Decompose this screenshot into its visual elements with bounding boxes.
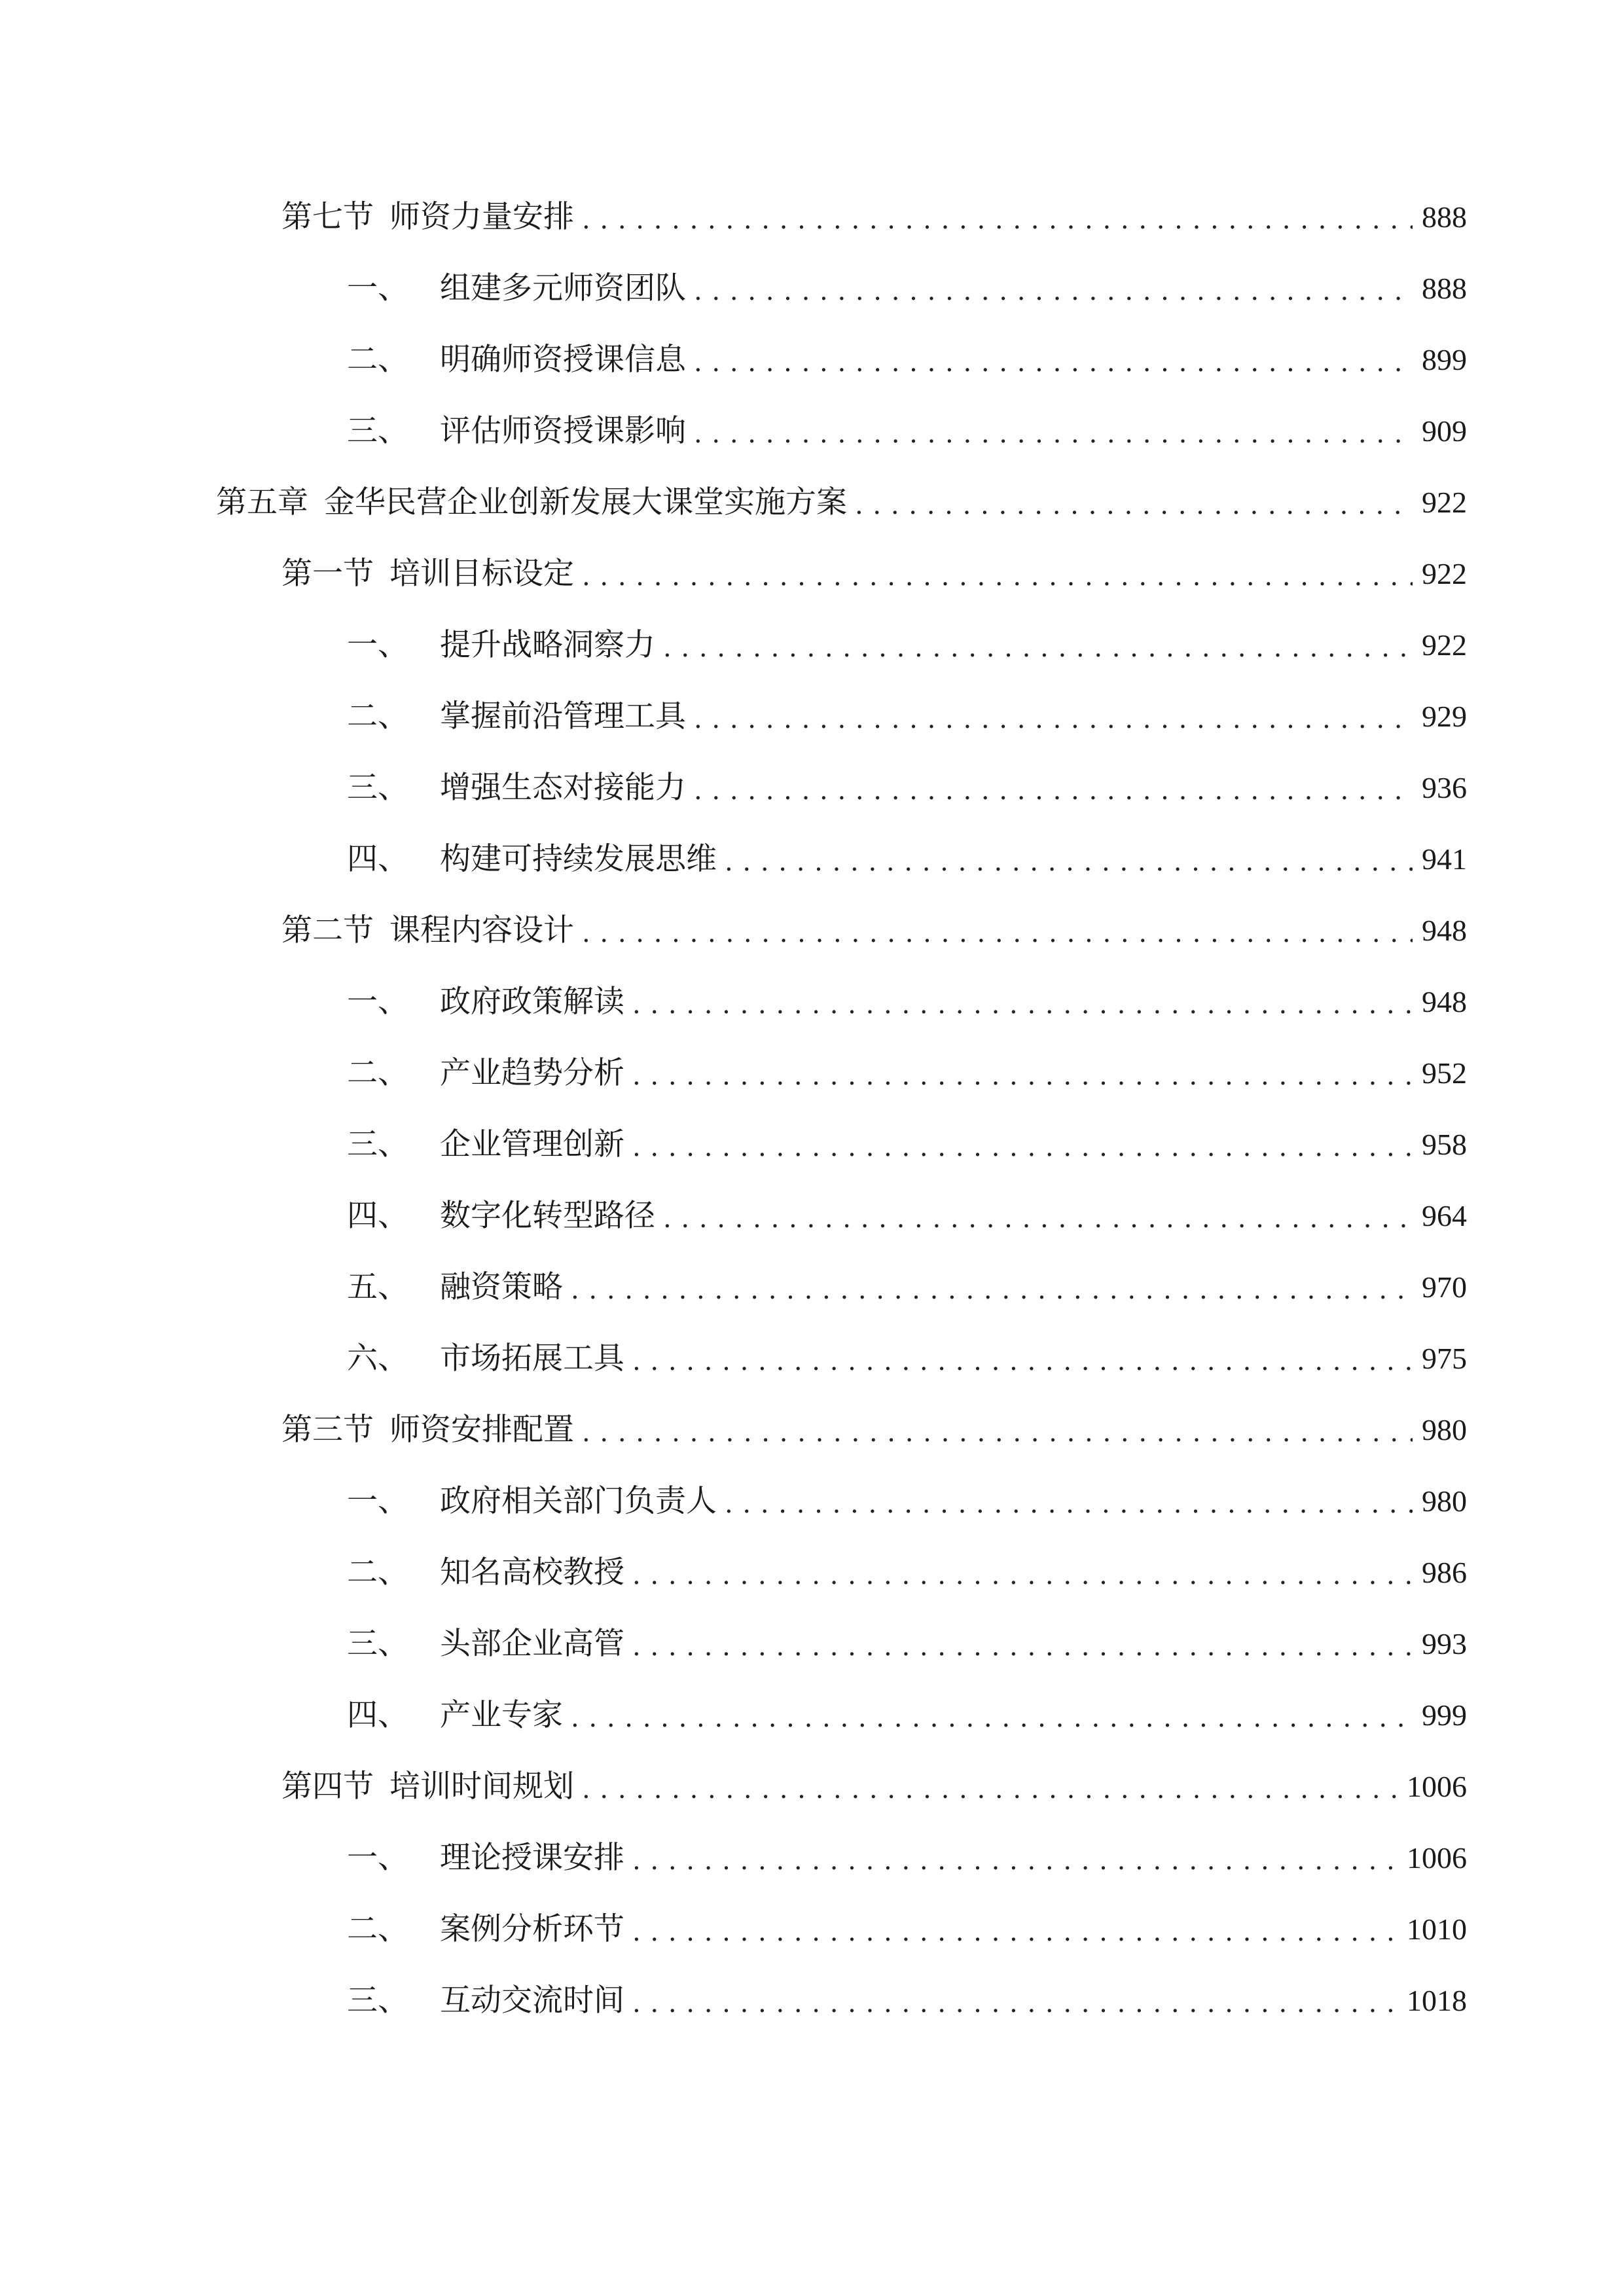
toc-page-number: 941 [1422, 842, 1467, 876]
toc-entry-item[interactable] [347, 1115, 1467, 1174]
dot-leader [632, 1329, 1413, 1388]
toc-entry-item[interactable] [347, 1829, 1467, 1888]
toc-page-number: 964 [1422, 1199, 1467, 1232]
dot-leader [582, 1401, 1413, 1460]
toc-page-number: 993 [1422, 1627, 1467, 1660]
toc-page-number: 952 [1422, 1056, 1467, 1090]
dot-leader [571, 1686, 1413, 1745]
toc-page-number: 936 [1422, 771, 1467, 804]
toc-page-number: 922 [1422, 557, 1467, 590]
toc-entry-number: 三、 [347, 1982, 408, 2018]
toc-entry-number: 四、 [347, 1697, 408, 1733]
dot-leader [632, 1543, 1413, 1602]
toc-entry-item[interactable] [347, 1971, 1467, 2030]
toc-entry-chapter[interactable] [216, 473, 1467, 532]
dot-leader [725, 1472, 1413, 1531]
toc-entry-title: 企业管理创新 [440, 1126, 624, 1162]
toc-entry-number: 二、 [347, 698, 408, 734]
dot-leader [632, 1971, 1398, 2030]
toc-entry-number: 二、 [347, 342, 408, 378]
toc-entry-title: 明确师资授课信息 [440, 342, 686, 378]
dot-leader [694, 259, 1413, 318]
toc-page-number: 888 [1422, 200, 1467, 234]
toc-entry-number: 一、 [347, 1840, 408, 1876]
toc-entry-number: 第三节 [281, 1412, 374, 1448]
toc-entry-number: 一、 [347, 984, 408, 1020]
toc-entry-number: 第一节 [281, 556, 374, 592]
dot-leader [694, 402, 1413, 461]
dot-leader [582, 901, 1413, 960]
toc-entry-title: 融资策略 [440, 1269, 563, 1305]
toc-entry-section[interactable] [281, 1757, 1467, 1816]
toc-entry-item[interactable] [347, 687, 1467, 746]
toc-entry-section[interactable] [281, 545, 1467, 603]
toc-entry-item[interactable] [347, 1187, 1467, 1246]
toc-page-number: 980 [1422, 1413, 1467, 1446]
toc-entry-item[interactable] [347, 1258, 1467, 1317]
toc-page-number: 948 [1422, 985, 1467, 1018]
toc-entry-title: 师资力量安排 [389, 199, 574, 235]
dot-leader [582, 1757, 1398, 1816]
dot-leader [632, 1615, 1413, 1674]
dot-leader [632, 1115, 1413, 1174]
toc-page-number: 909 [1422, 414, 1467, 448]
toc-entry-item[interactable] [347, 402, 1467, 461]
toc-entry-section[interactable] [281, 1401, 1467, 1460]
dot-leader [582, 545, 1413, 603]
dot-leader [632, 973, 1413, 1031]
toc-entry-title: 案例分析环节 [440, 1911, 624, 1947]
toc-entry-item[interactable] [347, 331, 1467, 389]
toc-entry-title: 培训目标设定 [389, 556, 574, 592]
toc-entry-section[interactable] [281, 188, 1467, 247]
toc-page-number: 999 [1422, 1698, 1467, 1732]
toc-entry-number: 三、 [347, 770, 408, 806]
dot-leader [632, 1829, 1398, 1888]
toc-entry-item[interactable] [347, 759, 1467, 817]
toc-entry-title: 培训时间规划 [389, 1768, 574, 1804]
toc-entry-title: 政府政策解读 [440, 984, 624, 1020]
toc-entry-number: 第二节 [281, 912, 374, 948]
toc-page-number: 1006 [1407, 1841, 1467, 1874]
toc-entry-title: 组建多元师资团队 [440, 270, 686, 306]
toc-entry-number: 二、 [347, 1911, 408, 1947]
toc-entry-item[interactable] [347, 1044, 1467, 1103]
toc-entry-number: 第五章 [216, 484, 308, 520]
toc-entry-item[interactable] [347, 1472, 1467, 1531]
toc-entry-number: 一、 [347, 270, 408, 306]
toc-entry-item[interactable] [347, 1543, 1467, 1602]
toc-entry-number: 三、 [347, 1126, 408, 1162]
toc-entry-title: 市场拓展工具 [440, 1340, 624, 1376]
toc-entry-item[interactable] [347, 1900, 1467, 1959]
dot-leader [694, 759, 1413, 817]
toc-entry-title: 政府相关部门负责人 [440, 1483, 717, 1519]
dot-leader [571, 1258, 1413, 1317]
toc-page-number: 1018 [1407, 1984, 1467, 2017]
toc-entry-item[interactable] [347, 973, 1467, 1031]
toc-entry-number: 第七节 [281, 199, 374, 235]
toc-page-number: 929 [1422, 700, 1467, 733]
toc-entry-title: 产业趋势分析 [440, 1055, 624, 1091]
toc-entry-title: 理论授课安排 [440, 1840, 624, 1876]
toc-entry-title: 课程内容设计 [389, 912, 574, 948]
dot-leader [632, 1044, 1413, 1103]
toc-page-number: 970 [1422, 1270, 1467, 1304]
toc-page-number: 1006 [1407, 1770, 1467, 1803]
toc-entry-number: 一、 [347, 1483, 408, 1519]
toc-entry-item[interactable] [347, 259, 1467, 318]
toc-entry-title: 知名高校教授 [440, 1554, 624, 1590]
toc-entry-number: 四、 [347, 841, 408, 877]
toc-entry-item[interactable] [347, 1615, 1467, 1674]
toc-entry-title: 数字化转型路径 [440, 1198, 655, 1234]
toc-entry-title: 掌握前沿管理工具 [440, 698, 686, 734]
toc-entry-title: 师资安排配置 [389, 1412, 574, 1448]
toc-entry-section[interactable] [281, 901, 1467, 960]
toc-entry-item[interactable] [347, 616, 1467, 675]
toc-entry-title: 金华民营企业创新发展大课堂实施方案 [324, 484, 847, 520]
toc-page-number: 1010 [1407, 1912, 1467, 1946]
toc-page-number: 922 [1422, 628, 1467, 662]
toc-entry-number: 四、 [347, 1198, 408, 1234]
toc-entry-number: 五、 [347, 1269, 408, 1305]
toc-entry-number: 二、 [347, 1055, 408, 1091]
toc-entry-title: 产业专家 [440, 1697, 563, 1733]
toc-page-number: 958 [1422, 1128, 1467, 1161]
toc-entry-number: 三、 [347, 1626, 408, 1662]
toc-page-number: 888 [1422, 272, 1467, 305]
dot-leader [582, 188, 1413, 247]
toc-page-number: 980 [1422, 1484, 1467, 1518]
toc-entry-number: 三、 [347, 413, 408, 449]
toc-entry-item[interactable] [347, 830, 1467, 889]
toc-entry-title: 提升战略洞察力 [440, 627, 655, 663]
dot-leader [725, 830, 1413, 889]
dot-leader [663, 1187, 1413, 1246]
toc-page-number: 948 [1422, 914, 1467, 947]
toc-page-number: 986 [1422, 1556, 1467, 1589]
toc-page-number: 975 [1422, 1342, 1467, 1375]
toc-entry-number: 六、 [347, 1340, 408, 1376]
toc-page-number: 899 [1422, 343, 1467, 376]
toc-entry-item[interactable] [347, 1329, 1467, 1388]
toc-entry-title: 评估师资授课影响 [440, 413, 686, 449]
toc-entry-title: 互动交流时间 [440, 1982, 624, 2018]
toc-entry-title: 构建可持续发展思维 [440, 841, 717, 877]
dot-leader [855, 473, 1413, 532]
toc-entry-item[interactable] [347, 1686, 1467, 1745]
toc-entry-number: 二、 [347, 1554, 408, 1590]
dot-leader [632, 1900, 1398, 1959]
toc-page-number: 922 [1422, 486, 1467, 519]
dot-leader [663, 616, 1413, 675]
toc-entry-number: 一、 [347, 627, 408, 663]
toc-entry-title: 头部企业高管 [440, 1626, 624, 1662]
dot-leader [694, 331, 1413, 389]
toc-entry-number: 第四节 [281, 1768, 374, 1804]
toc-entry-title: 增强生态对接能力 [440, 770, 686, 806]
dot-leader [694, 687, 1413, 746]
